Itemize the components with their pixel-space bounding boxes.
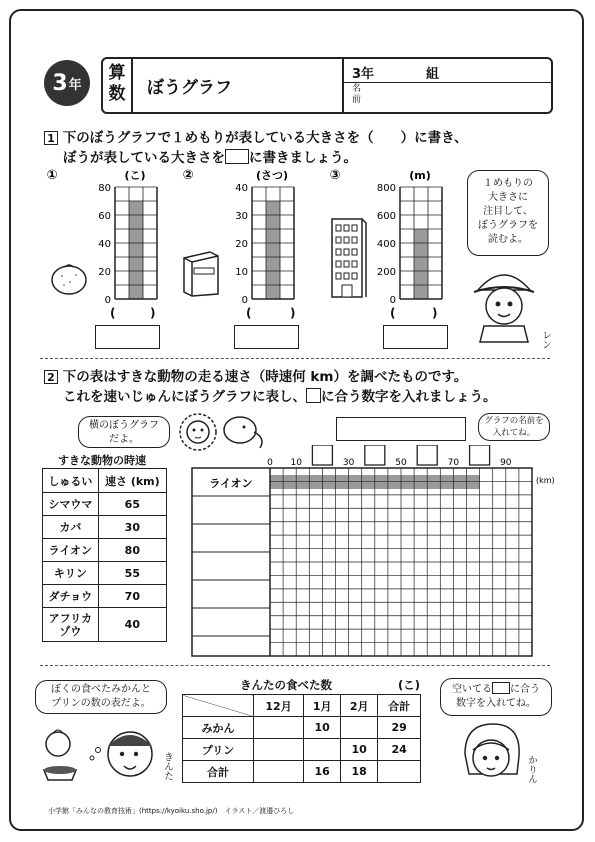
paren-open-3: ( bbox=[390, 306, 396, 320]
chart-unit-label: (m) bbox=[409, 169, 431, 182]
snack-cell[interactable] bbox=[341, 717, 378, 739]
axis-answer-box bbox=[470, 445, 490, 465]
chart-bar bbox=[129, 201, 143, 299]
chart-tick-label: 400 bbox=[376, 239, 396, 250]
snack-cell[interactable] bbox=[378, 761, 421, 783]
axis-answer-box bbox=[312, 445, 332, 465]
snack-col-header: 2月 bbox=[341, 695, 378, 717]
chart-tick-label: 600 bbox=[376, 211, 396, 222]
answer-box-legend-3 bbox=[492, 682, 510, 694]
karin-character-icon bbox=[455, 720, 525, 790]
paren-close-3: ) bbox=[432, 306, 438, 320]
chart-tick-label: 30 bbox=[235, 211, 248, 222]
chart-tick-label: 20 bbox=[235, 239, 248, 250]
ren-speech-bubble: １めもりの 大きさに 注目して、 ぼうグラフを 読むよ。 bbox=[467, 170, 549, 256]
kinta-speech-bubble: ぼくの食べたみかんと プリンの数の表だよ。 bbox=[35, 680, 167, 714]
q2-line2a: これを速いじゅんにぼうグラフに表し、 bbox=[63, 389, 306, 405]
grade-number: 3 bbox=[52, 70, 68, 96]
graph-row-label: ライオン bbox=[209, 477, 253, 490]
karin-bubble-text-1: 空いてる bbox=[452, 684, 492, 695]
table-row: ライオン bbox=[43, 539, 99, 562]
axis-answer-box bbox=[417, 445, 437, 465]
chart-tick-label: 10 bbox=[235, 267, 248, 278]
axis-tick-label: 30 bbox=[342, 458, 355, 468]
table-cell: 80 bbox=[98, 539, 166, 562]
speed-bar-graph bbox=[180, 445, 560, 660]
answer-box-1[interactable] bbox=[95, 325, 160, 349]
snack-cell: 10 bbox=[304, 717, 341, 739]
axis-tick-label: 50 bbox=[395, 458, 407, 468]
name-label-2: 前 bbox=[352, 95, 362, 105]
snack-table-corner bbox=[183, 695, 254, 717]
class-suffix: 組 bbox=[426, 67, 440, 82]
q2-line1: 下の表はすきな動物の走る速さ（時速何 km）を調べたものです。 bbox=[62, 369, 468, 385]
q2-right-bubble: グラフの名前を 入れてね。 bbox=[478, 413, 550, 441]
chart-bar bbox=[266, 201, 280, 299]
q1-line1: 下のぼうグラフで１めもりが表している大きさを（ ）に書き、 bbox=[62, 130, 468, 146]
building-icon bbox=[328, 215, 370, 299]
footer-credit: 小学館「みんなの教育技術」(https://kyoiku.sho.jp/) イラスト／渡邉ひろし bbox=[48, 807, 295, 815]
paren-open-2: ( bbox=[246, 306, 252, 320]
snack-cell[interactable] bbox=[254, 739, 304, 761]
divider-1 bbox=[40, 358, 550, 359]
name-field[interactable] bbox=[366, 84, 551, 110]
chart-unit-label: (こ) bbox=[124, 169, 146, 182]
name-label-1: 名 bbox=[352, 84, 362, 94]
snack-cell: 24 bbox=[378, 739, 421, 761]
chart-tick-label: 40 bbox=[98, 239, 111, 250]
chart-tick-label: 0 bbox=[389, 295, 396, 306]
chart-tick-label: 200 bbox=[376, 267, 396, 278]
table-cell: 70 bbox=[98, 585, 166, 608]
speed-table-header-speed: 速さ (km) bbox=[98, 469, 166, 493]
grade-badge bbox=[44, 60, 90, 106]
chart-marker: ③ bbox=[329, 168, 341, 183]
snack-cell: 18 bbox=[341, 761, 378, 783]
q1-line2b: に書きましょう。 bbox=[249, 150, 357, 166]
chart-tick-label: 0 bbox=[104, 295, 111, 306]
answer-box-2[interactable] bbox=[234, 325, 299, 349]
kinta-name: きんた bbox=[162, 752, 173, 781]
table-row: カバ bbox=[43, 516, 99, 539]
karin-speech-bubble bbox=[440, 678, 552, 716]
snack-cell[interactable] bbox=[254, 761, 304, 783]
karin-bubble-text-2: に合う bbox=[510, 684, 540, 695]
q2-line2b: に合う数字を入れましょう。 bbox=[321, 389, 497, 405]
class-grade: 3年 bbox=[352, 67, 375, 82]
chart-tick-label: 0 bbox=[241, 295, 248, 306]
table-row: キリン bbox=[43, 562, 99, 585]
book-icon bbox=[180, 250, 222, 298]
snack-table bbox=[182, 694, 421, 783]
snack-col-header: 合計 bbox=[378, 695, 421, 717]
snack-cell: 29 bbox=[378, 717, 421, 739]
class-field[interactable] bbox=[344, 59, 553, 83]
axis-unit-label: (km) bbox=[536, 476, 555, 485]
grade-suffix: 年 bbox=[68, 77, 82, 93]
q2-left-bubble: 横のぼうグラフ だよ。 bbox=[78, 416, 170, 448]
speed-table bbox=[42, 468, 167, 642]
snack-cell[interactable] bbox=[254, 717, 304, 739]
snack-row-label: プリン bbox=[183, 739, 254, 761]
table-row: アフリカ ゾウ bbox=[43, 608, 99, 642]
snack-cell: 16 bbox=[304, 761, 341, 783]
chart-tick-label: 40 bbox=[235, 183, 248, 194]
table-cell: 30 bbox=[98, 516, 166, 539]
snack-row-label: みかん bbox=[183, 717, 254, 739]
graph-title-input[interactable] bbox=[336, 417, 466, 441]
table-row: シマウマ bbox=[43, 493, 99, 516]
q1-line2a: ぼうが表している大きさを bbox=[63, 150, 225, 166]
paren-close-1: ) bbox=[150, 306, 156, 320]
axis-tick-label: 0 bbox=[267, 458, 273, 468]
snack-cell[interactable] bbox=[304, 739, 341, 761]
karin-name: かりん bbox=[526, 755, 537, 784]
table-cell: 55 bbox=[98, 562, 166, 585]
axis-tick-label: 90 bbox=[500, 458, 512, 468]
axis-tick-label: 70 bbox=[447, 458, 460, 468]
table-row: ダチョウ bbox=[43, 585, 99, 608]
paren-open-1: ( bbox=[110, 306, 116, 320]
snack-table-unit: (こ) bbox=[398, 678, 421, 692]
ren-character-icon bbox=[468, 262, 540, 344]
chart-unit-label: (さつ) bbox=[255, 169, 289, 182]
answer-box-3[interactable] bbox=[383, 325, 448, 349]
kinta-character-icon bbox=[40, 718, 160, 788]
paren-close-2: ) bbox=[290, 306, 296, 320]
axis-tick-label: 10 bbox=[290, 458, 302, 468]
axis-answer-box bbox=[365, 445, 385, 465]
chart-marker: ② bbox=[182, 168, 194, 183]
orange-icon bbox=[50, 262, 88, 296]
snack-row-label: 合計 bbox=[183, 761, 254, 783]
q2-number: 2 bbox=[44, 370, 58, 384]
chart-marker: ① bbox=[46, 168, 58, 183]
student-info bbox=[342, 59, 553, 112]
speed-table-header-animal: しゅるい bbox=[43, 469, 99, 493]
chart-tick-label: 20 bbox=[98, 267, 111, 278]
name-label bbox=[352, 84, 362, 106]
chart-tick-label: 60 bbox=[98, 211, 111, 222]
snack-cell: 10 bbox=[341, 739, 378, 761]
snack-table-title: きんたの食べた数 bbox=[240, 678, 332, 692]
subject-label bbox=[103, 59, 133, 112]
snack-col-header: 1月 bbox=[304, 695, 341, 717]
karin-bubble-text-3: 数字を入れてね。 bbox=[456, 698, 536, 709]
header-box bbox=[101, 57, 553, 114]
ren-name: レン bbox=[540, 330, 551, 349]
q2-prompt bbox=[44, 367, 497, 407]
chart-tick-label: 800 bbox=[376, 183, 396, 194]
snack-col-header: 12月 bbox=[254, 695, 304, 717]
chart-bar bbox=[414, 229, 428, 299]
chart-tick-label: 80 bbox=[98, 183, 111, 194]
speed-table-title: すきな動物の時速 bbox=[58, 454, 146, 467]
answer-box-legend-2 bbox=[306, 388, 321, 403]
table-cell: 65 bbox=[98, 493, 166, 516]
q1-number: 1 bbox=[44, 131, 58, 145]
page-title: ぼうグラフ bbox=[147, 78, 232, 98]
divider-2 bbox=[40, 665, 550, 666]
subject-line-2: 数 bbox=[108, 84, 126, 104]
table-cell: 40 bbox=[98, 608, 166, 642]
subject-line-1: 算 bbox=[108, 63, 126, 83]
